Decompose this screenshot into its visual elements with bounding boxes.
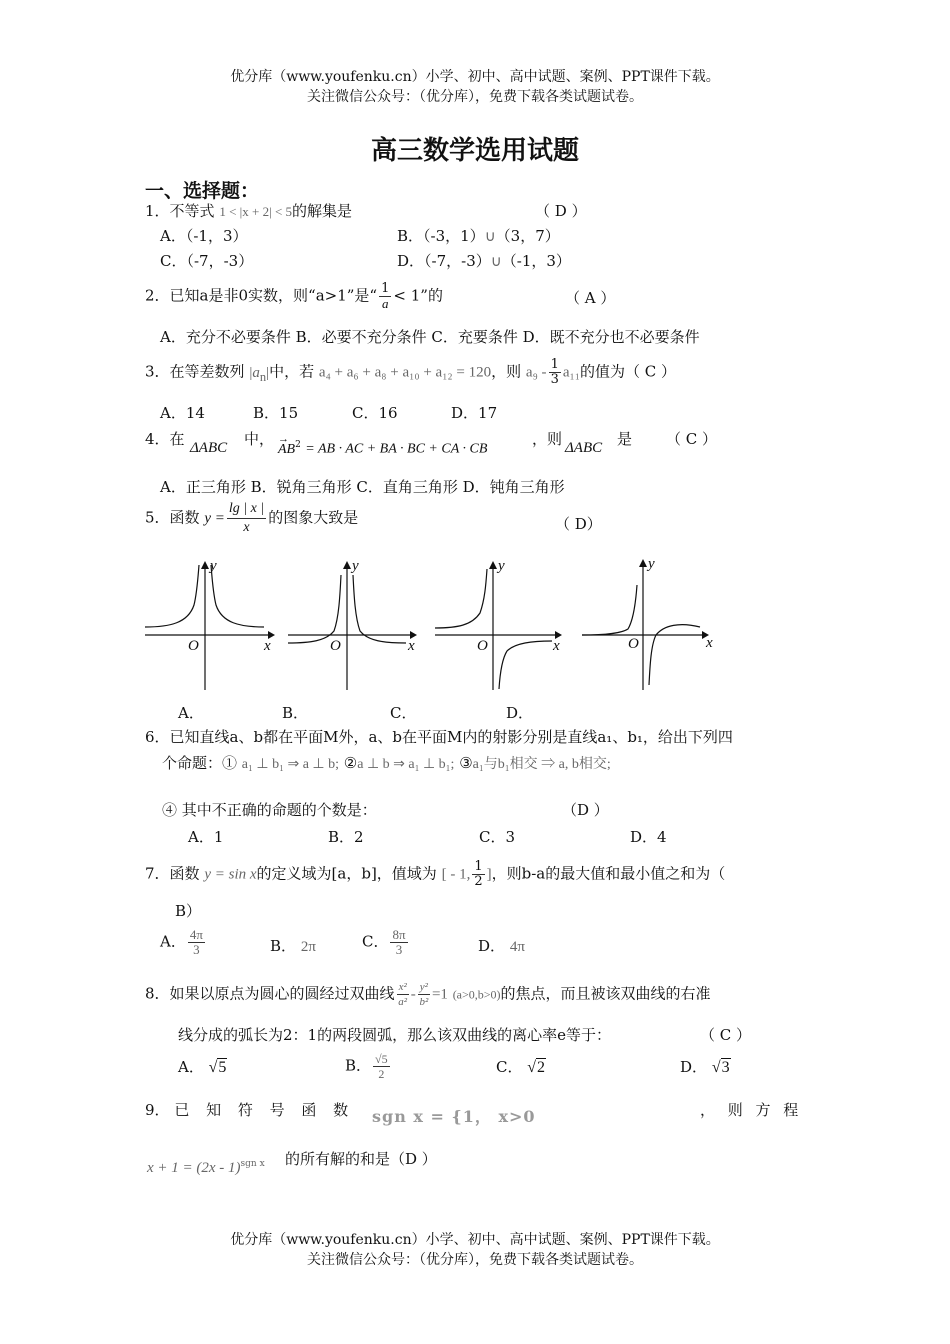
- q1-union-symbol: ∪: [484, 229, 496, 245]
- q8-option-b-label: B．: [345, 1056, 372, 1075]
- q7-option-b: [270, 935, 316, 956]
- q8-answer: （ C ）: [700, 1026, 752, 1044]
- q8-a2: a²: [398, 996, 408, 1008]
- q8-equals: =1: [431, 986, 448, 1003]
- q1-option-d-text2: （-1，3）: [501, 252, 571, 270]
- q5-number: 5．: [145, 508, 170, 527]
- graph-c-curve-left: [435, 569, 487, 628]
- q3-frac-num: 1: [550, 357, 559, 372]
- graph-d-curve-right: [649, 625, 700, 685]
- q8-option-d: [680, 1056, 731, 1077]
- q7-option-d: [478, 935, 525, 956]
- q5-frac-den: x: [243, 520, 250, 535]
- q8-y2: y²: [419, 981, 428, 993]
- q6-option-d: D．4: [630, 828, 667, 846]
- graph-b-origin: O: [330, 638, 341, 654]
- q6-line-2: [162, 752, 611, 773]
- q7-frac-den: 2: [474, 874, 483, 889]
- q8-option-c-sqrt: √2: [527, 1059, 546, 1076]
- q8-option-a-label: A．: [178, 1058, 204, 1076]
- q7-c-num: 8π: [392, 927, 406, 942]
- q7-c-den: 3: [395, 942, 403, 957]
- q6-proposition-3: a₁与b₁相交 ⇒ a, b相交;: [472, 757, 611, 772]
- q7-option-b-label: B．: [270, 937, 297, 955]
- q6-line-3: ④ 其中不正确的命题的个数是：: [162, 801, 377, 819]
- question-3: [145, 358, 676, 387]
- q4-triangle-2: ΔABC: [565, 440, 603, 456]
- q7-stem-post: ，则b-a的最大值和最小值之和为（: [491, 864, 726, 883]
- page-title: 高三数学选用试题: [370, 136, 579, 166]
- q7-option-a: [160, 928, 207, 957]
- q6-circle-2: ②: [343, 754, 358, 772]
- q9-stem-left: [145, 1099, 354, 1120]
- q1-formula: 1 < |x + 2| < 5: [219, 204, 293, 219]
- q5-answer: （ D）: [555, 515, 602, 533]
- q1-option-b-text: B．（-3，1）: [397, 227, 485, 245]
- q7-option-c: [362, 928, 410, 957]
- q5-stem-post: 的图象大致是: [268, 508, 359, 527]
- q3-stem-post: 的值为（ C ）: [579, 362, 676, 381]
- q8-b2: b²: [419, 996, 429, 1008]
- q3-stem-pre: 在等差数列: [169, 362, 245, 381]
- q5-label-b: B．: [282, 704, 309, 722]
- q1-number: 1．: [145, 202, 170, 220]
- q3-option-a: A．14: [160, 404, 205, 422]
- q8-stem-pre: 如果以原点为圆心的圆经过双曲线: [169, 984, 395, 1003]
- q7-option-a-label: A．: [160, 932, 186, 951]
- q9-garbled-text: sgn x = {1， x>0: [372, 1107, 536, 1126]
- q9-number: 9．: [145, 1101, 170, 1119]
- graph-c: [435, 558, 562, 690]
- question-1: [145, 200, 352, 221]
- q4-number: 4．: [145, 430, 170, 448]
- footer-line-2: 关注微信公众号：（优分库），免费下载各类试题试卷。: [307, 1252, 643, 1268]
- question-6: [145, 726, 733, 747]
- q3-stem-mid: 中，若: [269, 362, 315, 381]
- footer-line-1: 优分库（www.youfenku.cn）小学、初中、高中试题、案例、PPT课件下载。: [230, 1232, 720, 1248]
- graph-a-y-label: y: [210, 558, 217, 574]
- q2-stem-pre: 已知a是非0实数，则“a>1”是“: [169, 286, 378, 305]
- q8-x2: x²: [398, 981, 407, 993]
- q7-option-d-value: 4π: [509, 939, 525, 955]
- q8-option-b-fraction: [373, 1052, 390, 1081]
- graph-a-curve-right: [211, 565, 264, 627]
- q8-option-d-sqrt: √3: [711, 1059, 730, 1076]
- q7-option-b-value: 2π: [300, 939, 316, 955]
- q2-options: A．充分不必要条件 B．必要不充分条件 C．充要条件 D．既不充分也不必要条件: [160, 328, 700, 346]
- q2-fraction: [379, 282, 391, 311]
- q9-stem-right: ， 则 方 程: [700, 1101, 803, 1119]
- q6-option-b: B．2: [328, 828, 364, 846]
- q8-option-a-radicand: 5: [218, 1059, 227, 1076]
- q4-stem-post: 是: [617, 430, 633, 448]
- q8-option-b: [345, 1052, 392, 1081]
- graph-c-x-label: x: [553, 638, 560, 654]
- q6-circle-3: ③: [459, 754, 473, 772]
- q3-seq-sub: n: [259, 369, 267, 384]
- question-8: [145, 980, 711, 1009]
- graph-c-y-label: y: [498, 558, 505, 574]
- q8-option-d-radicand: 3: [721, 1059, 730, 1076]
- q8-option-c-radicand: 2: [537, 1059, 546, 1076]
- q1-option-a: A．（-1，3）: [160, 227, 248, 245]
- graph-d: [582, 556, 713, 690]
- q5-label-d: D．: [506, 704, 534, 722]
- q1-option-d-text: D．（-7，-3）: [397, 252, 491, 270]
- graph-b-curve-right: [353, 575, 406, 643]
- q8-option-a: [178, 1056, 227, 1077]
- q3-comma: ，则: [491, 362, 522, 381]
- q6-option-c: C．3: [479, 828, 516, 846]
- q3-fraction: [549, 358, 561, 387]
- q9-exponent: sgn x: [240, 1159, 265, 1169]
- q5-frac-num: lg | x |: [227, 500, 266, 519]
- q2-frac-num: 1: [381, 281, 390, 296]
- q6-line-2-pre: 个命题：①: [162, 754, 238, 772]
- question-7: [145, 860, 725, 889]
- q7-a-num: 4π: [189, 927, 203, 942]
- q9-garbled-formula: [372, 1104, 536, 1127]
- q3-frac-den: 3: [550, 372, 559, 387]
- q8-frac-y: [418, 980, 430, 1009]
- q7-line-2: B）: [175, 902, 202, 920]
- graph-b: [288, 558, 417, 690]
- q5-label-c: C．: [390, 704, 417, 722]
- q9-equation-line: [147, 1158, 265, 1177]
- q2-stem-post: ”的: [420, 286, 443, 305]
- header-line-2: 关注微信公众号：（优分库），免费下载各类试题试卷。: [307, 89, 643, 105]
- q4-vector-equation: [278, 432, 488, 458]
- q5-stem-pre: 函数: [169, 508, 200, 527]
- q8-line-2: 线分成的弧长为2：1的两段圆弧，那么该双曲线的离心率e等于：: [178, 1026, 611, 1044]
- q4-vector-ab: → AB: [278, 432, 296, 457]
- q7-frac-num: 1: [474, 859, 483, 874]
- q6-number: 6．: [145, 728, 170, 746]
- q7-option-a-fraction: [188, 928, 205, 957]
- q4-answer: （ C ）: [666, 430, 718, 448]
- q3-expr-b: a₁₁: [562, 364, 580, 381]
- q3-number: 3．: [145, 362, 170, 381]
- q7-stem-mid: 的定义域为[a，b]，值域为: [256, 864, 437, 883]
- q4-square: 2: [295, 440, 301, 450]
- graph-d-x-label: x: [706, 635, 713, 651]
- question-2: [145, 282, 443, 311]
- graph-a-origin: O: [188, 638, 199, 654]
- graph-b-x-label: x: [408, 638, 415, 654]
- q3-expr-a: a₉ -: [525, 364, 547, 381]
- q7-option-d-label: D．: [478, 937, 506, 955]
- q8-option-d-label: D．: [680, 1058, 708, 1076]
- graph-b-y-label: y: [352, 558, 359, 574]
- q6-option-a: A．1: [188, 828, 224, 846]
- q8-stem-post: 的焦点，而且被该双曲线的右准: [500, 984, 711, 1003]
- q3-sequence: $|a_n|$: [249, 364, 270, 384]
- q1-option-c: C．（-7，-3）: [160, 252, 254, 270]
- q4-stem-mid: 中，: [244, 430, 275, 448]
- q8-option-a-sqrt: √5: [208, 1059, 227, 1076]
- q1-stem-post: 的解集是: [292, 202, 353, 220]
- q1-option-d: [397, 250, 571, 271]
- q4-rhs: = AB · AC + BA · BC + CA · CB: [305, 441, 488, 457]
- q3-option-c: C．16: [352, 404, 398, 422]
- q2-number: 2．: [145, 286, 170, 305]
- q1-option-b-text2: （3，7）: [495, 227, 560, 245]
- q1-stem-pre: 不等式: [169, 202, 215, 220]
- graph-a: [145, 558, 275, 690]
- q8-number: 8．: [145, 984, 170, 1003]
- q7-range-a: [ - 1,: [441, 866, 471, 883]
- q7-stem-pre: 函数: [169, 864, 200, 883]
- q9-equation: x + 1 = (2x - 1): [147, 1160, 241, 1176]
- graph-d-curve-left: [582, 585, 637, 635]
- q5-fraction: [227, 500, 266, 537]
- graph-a-curve-left: [145, 565, 199, 627]
- q7-function: y = sin x: [204, 866, 257, 883]
- q8-b-num: √5: [375, 1052, 388, 1066]
- q2-lt: < 1: [393, 286, 421, 305]
- q4-comma: ，则: [532, 430, 563, 448]
- q5-label-a: A．: [178, 704, 204, 722]
- question-4-line: [145, 428, 185, 449]
- q6-line-1: 已知直线a、b都在平面M外，a、b在平面M内的射影分别是直线a₁、b₁，给出下列四: [169, 728, 733, 746]
- q6-proposition-1: a₁ ⊥ b₁ ⇒ a ⊥ b;: [241, 757, 339, 772]
- q1-option-b: [397, 225, 560, 246]
- q7-option-c-label: C．: [362, 932, 389, 951]
- q7-a-den: 3: [193, 942, 200, 957]
- graph-c-curve-right: [499, 641, 552, 689]
- q8-minus: -: [410, 986, 416, 1003]
- graph-d-y-label: y: [648, 556, 655, 572]
- q7-fraction: [472, 860, 484, 889]
- q7-number: 7．: [145, 864, 170, 883]
- q4-options: A．正三角形 B．锐角三角形 C．直角三角形 D．钝角三角形: [160, 478, 565, 496]
- q3-sum: a₄ + a₆ + a₈ + a₁₀ + a₁₂ = 120: [318, 364, 492, 381]
- graph-a-x-label: x: [264, 638, 271, 654]
- question-5: [145, 500, 358, 537]
- q7-option-c-fraction: [390, 928, 407, 957]
- header-line-1: 优分库（www.youfenku.cn）小学、初中、高中试题、案例、PPT课件下载。: [230, 69, 720, 85]
- q7-range-b: ]: [486, 866, 492, 883]
- q2-answer: （ A ）: [565, 289, 616, 307]
- q8-condition: (a>0,b>0): [452, 987, 501, 1002]
- q9-stem-pre: 已 知 符 号 函 数: [174, 1101, 355, 1119]
- q8-frac-x: [397, 980, 409, 1009]
- q8-option-c-label: C．: [496, 1058, 523, 1076]
- q3-option-d: D．17: [451, 404, 498, 422]
- q1-union-symbol-2: ∪: [490, 254, 502, 270]
- graph-c-origin: O: [477, 638, 488, 654]
- q4-triangle: ΔABC: [190, 440, 228, 456]
- graph-d-origin: O: [628, 636, 639, 652]
- q4-stem-pre: 在: [169, 430, 185, 448]
- q5-graph-figure: [140, 555, 730, 700]
- q9-stem-tail: 的所有解的和是（D ）: [285, 1150, 437, 1168]
- section-heading: 一、选择题：: [145, 180, 260, 202]
- q5-y: y =: [204, 510, 225, 527]
- q4-vector-ab-label: AB: [278, 441, 296, 457]
- q1-answer: （ D ）: [535, 202, 587, 220]
- q2-frac-den: a: [382, 296, 389, 311]
- q3-seq-letter: a: [252, 364, 260, 381]
- q6-proposition-2: a ⊥ b ⇒ a₁ ⊥ b₁;: [357, 757, 455, 772]
- graph-b-curve-left: [288, 575, 341, 643]
- q6-answer: （D ）: [562, 801, 609, 819]
- q8-b-den: 2: [378, 1067, 385, 1081]
- q8-option-c: [496, 1056, 546, 1077]
- q3-option-b: B．15: [253, 404, 299, 422]
